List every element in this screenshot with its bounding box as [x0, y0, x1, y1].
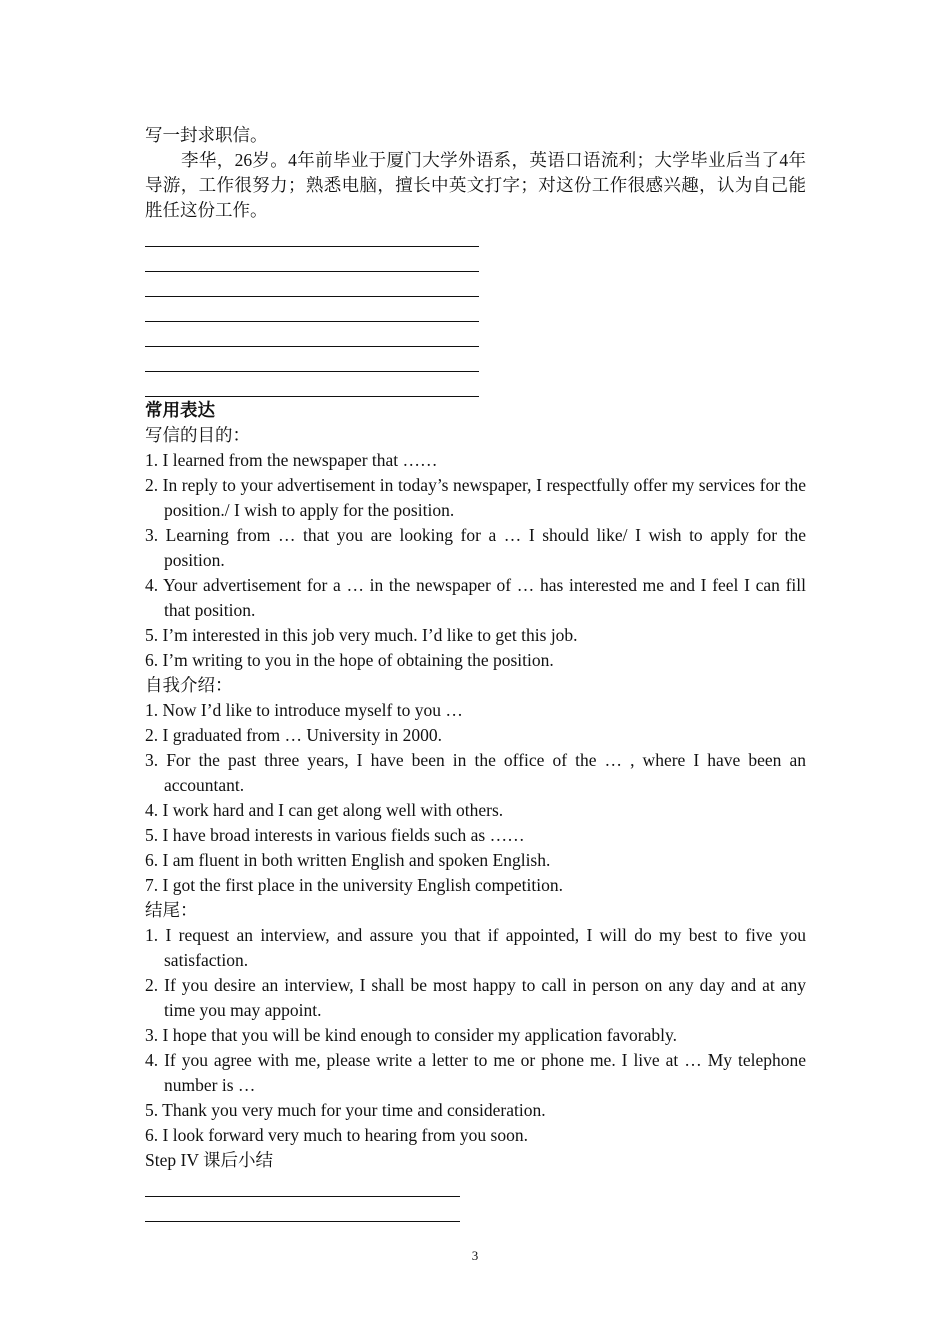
answer-line[interactable] — [145, 298, 806, 323]
step-label: Step IV 课后小结 — [145, 1150, 274, 1170]
intro-label: 自我介绍： — [145, 675, 233, 695]
answer-line[interactable] — [145, 273, 806, 298]
list-item: 3. For the past three years, I have been in the office of the … , where I have been an accountant. — [145, 750, 806, 795]
answer-line[interactable] — [145, 348, 806, 373]
answer-line[interactable] — [145, 248, 806, 273]
list-item: 5. I’m interested in this job very much. I’d like to get this job. — [145, 625, 578, 645]
ending-label: 结尾： — [145, 900, 198, 920]
purpose-label: 写信的目的： — [145, 425, 250, 445]
document-page — [145, 123, 806, 1223]
ending-list — [145, 923, 806, 1148]
answer-line[interactable] — [145, 373, 806, 398]
page-number: 3 — [471, 1248, 479, 1263]
section-heading: 常用表达 — [145, 400, 215, 420]
summary-line[interactable] — [145, 1173, 806, 1198]
list-item: 4. If you agree with me, please write a letter to me or phone me. I live at … My telephone number is … — [145, 1050, 806, 1095]
list-item: 3. I hope that you will be kind enough to consider my application favorably. — [145, 1025, 678, 1045]
task-title: 写一封求职信。 — [145, 125, 268, 145]
list-item: 6. I’m writing to you in the hope of obtaining the position. — [145, 650, 554, 670]
answer-line[interactable] — [145, 323, 806, 348]
list-item: 2. If you desire an interview, I shall be most happy to call in person on any day and at any time you may appoint. — [145, 975, 806, 1020]
intro-list — [145, 698, 806, 898]
list-item: 2. In reply to your advertisement in today’s newspaper, I respectfully offer my services for the position./ I wish to apply for the position. — [145, 475, 806, 520]
list-item: 6. I am fluent in both written English and spoken English. — [145, 850, 551, 870]
task-description: 李华，26岁。4年前毕业于厦门大学外语系，英语口语流利；大学毕业后当了4年导游，工作很努力；熟悉电脑，擅长中英文打字；对这份工作很感兴趣，认为自己能胜任这份工作。 — [145, 150, 806, 220]
list-item: 1. I request an interview, and assure you that if appointed, I will do my best to five you satisfaction. — [145, 925, 806, 970]
list-item: 4. I work hard and I can get along well with others. — [145, 800, 504, 820]
summary-lines — [145, 1173, 806, 1223]
summary-line[interactable] — [145, 1198, 806, 1223]
list-item: 6. I look forward very much to hearing from you soon. — [145, 1125, 528, 1145]
list-item: 5. I have broad interests in various fields such as …… — [145, 825, 525, 845]
answer-lines — [145, 223, 806, 398]
list-item: 1. Now I’d like to introduce myself to you … — [145, 700, 463, 720]
list-item: 7. I got the first place in the university English competition. — [145, 875, 563, 895]
list-item: 1. I learned from the newspaper that …… — [145, 450, 438, 470]
list-item: 4. Your advertisement for a … in the newspaper of … has interested me and I feel I can fill that position. — [145, 575, 806, 620]
list-item: 2. I graduated from … University in 2000. — [145, 725, 442, 745]
list-item: 3. Learning from … that you are looking for a … I should like/ I wish to apply for the position. — [145, 525, 806, 570]
list-item: 5. Thank you very much for your time and consideration. — [145, 1100, 546, 1120]
purpose-list — [145, 448, 806, 673]
answer-line[interactable] — [145, 223, 806, 248]
